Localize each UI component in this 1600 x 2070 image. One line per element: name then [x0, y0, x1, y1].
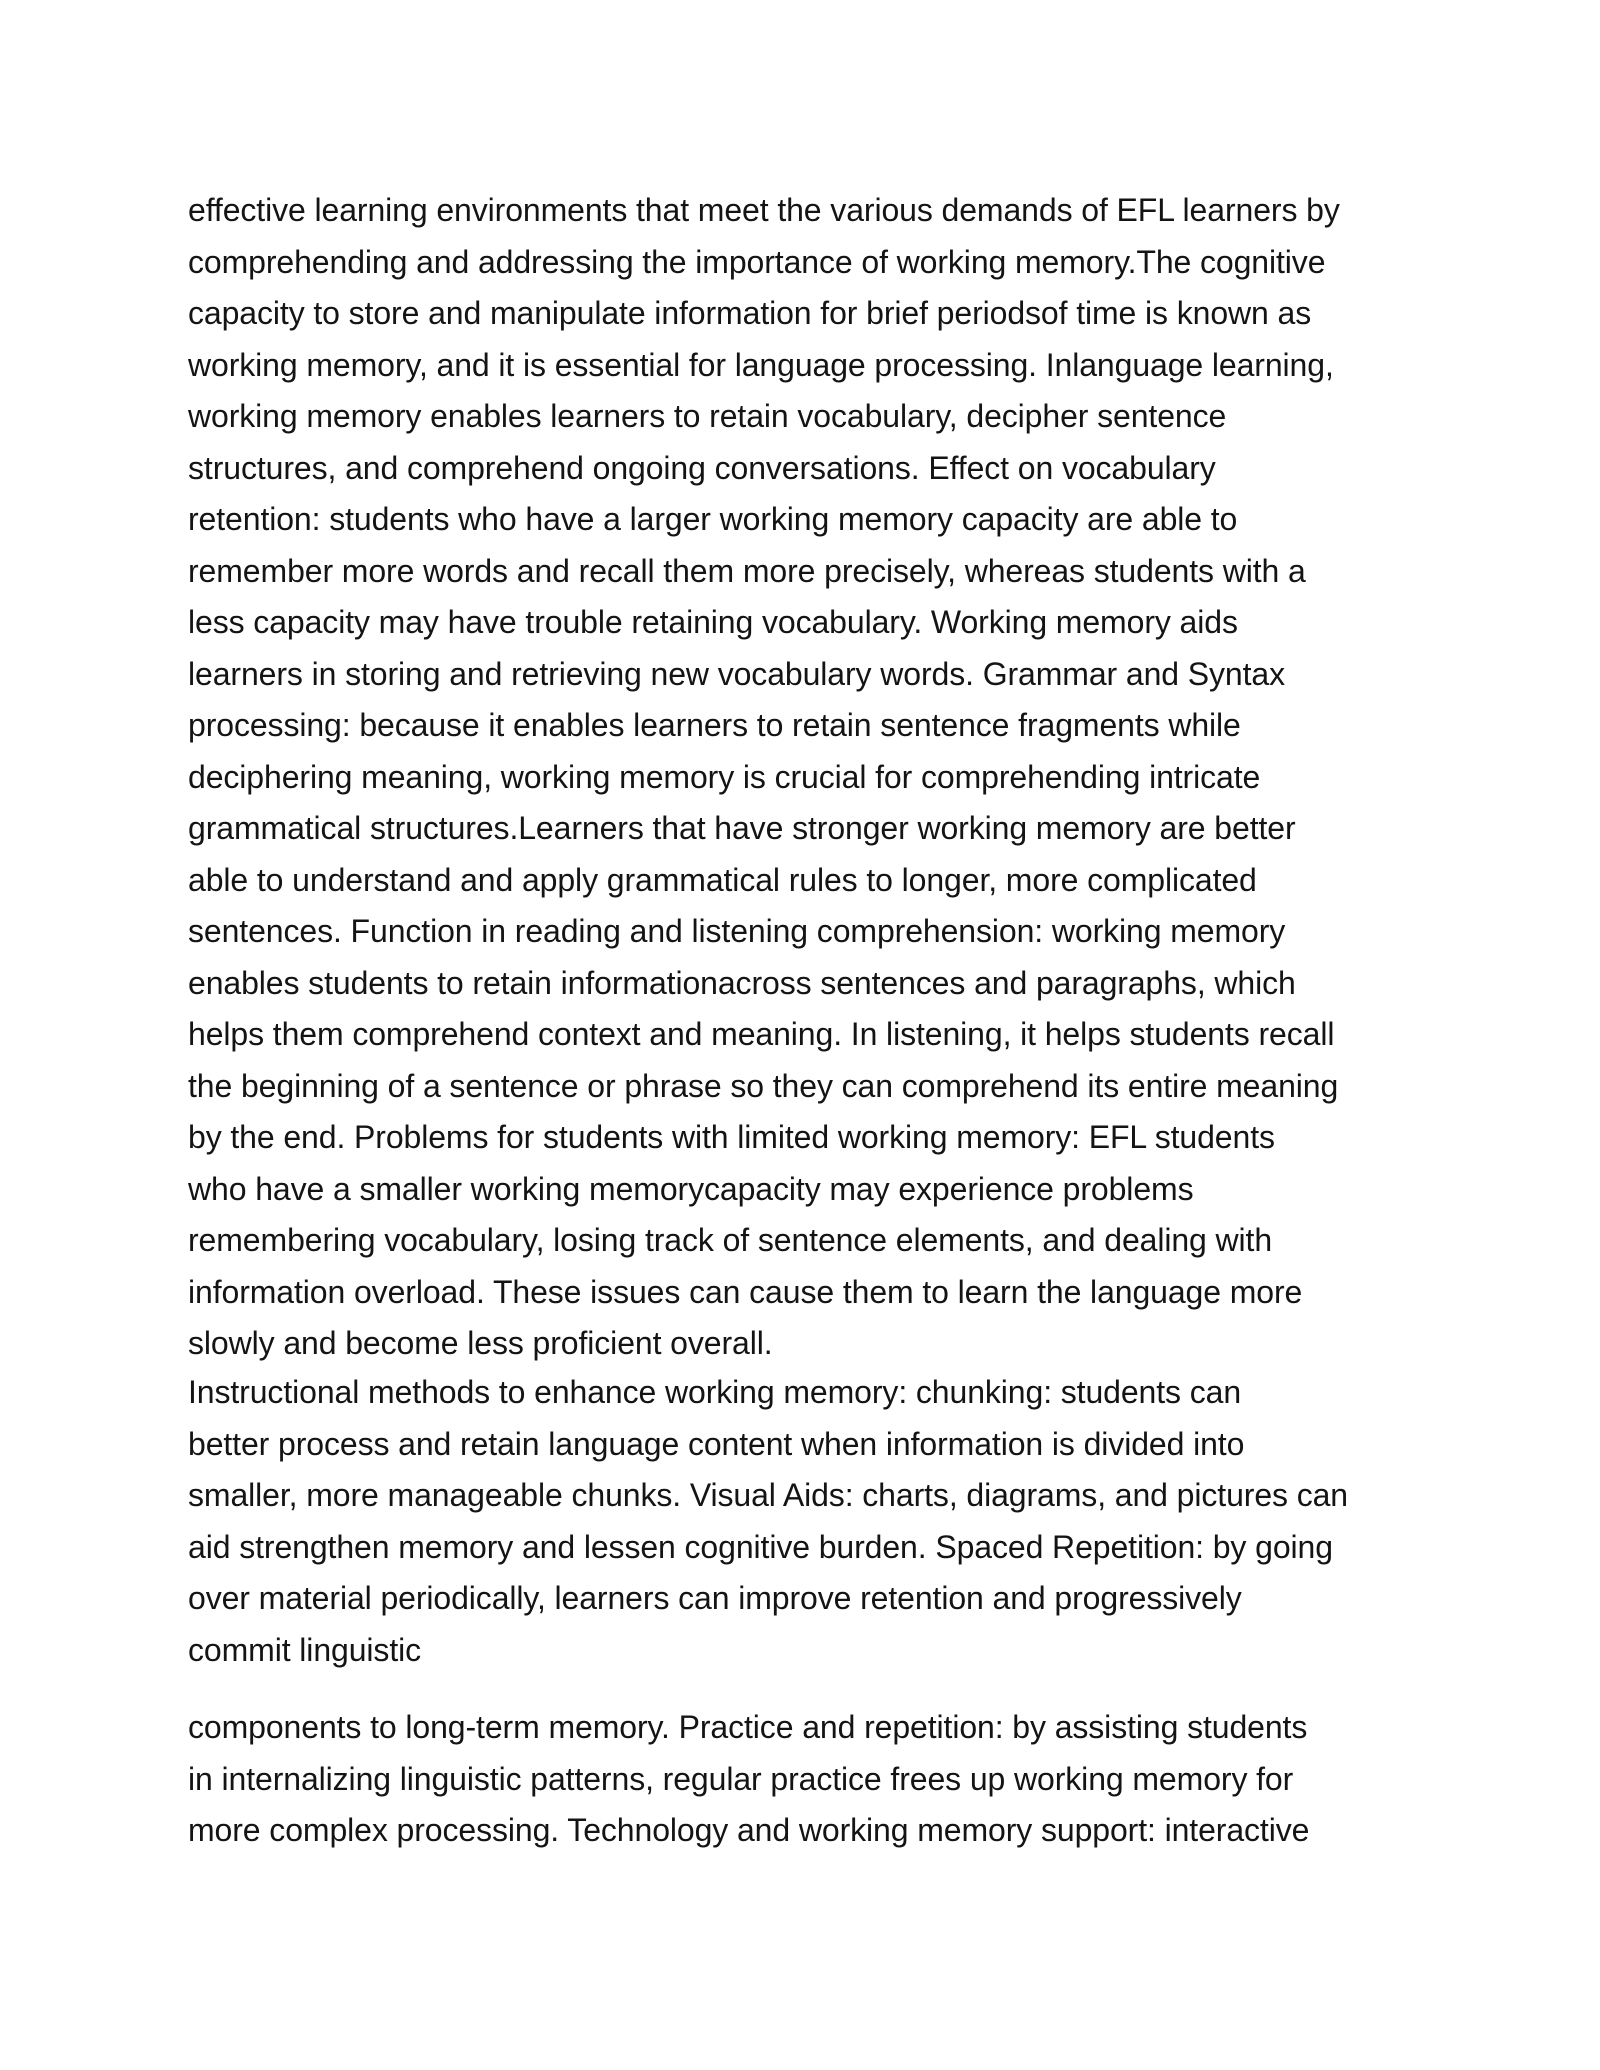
text-line: helps them comprehend context and meaning. In listening, it helps students recall — [188, 1016, 1335, 1052]
text-line: aid strengthen memory and lessen cognitive burden. Spaced Repetition: by going — [188, 1528, 1333, 1565]
text-line: effective learning environments that meet the various demands of EFL learners by — [188, 192, 1340, 228]
text-line: more complex processing. Technology and working memory support: interactive — [188, 1812, 1310, 1848]
text-line: remember more words and recall them more precisely, whereas students with a — [188, 552, 1306, 589]
text-line: working memory enables learners to retain vocabulary, decipher sentence — [188, 398, 1227, 434]
text-line: deciphering meaning, working memory is crucial for comprehending intricate — [188, 758, 1261, 795]
text-line: who have a smaller working memorycapacity may experience problems — [188, 1170, 1194, 1207]
text-line: better process and retain language content when information is divided into — [188, 1425, 1245, 1462]
text-line: Instructional methods to enhance working memory: chunking: students can — [188, 1374, 1242, 1410]
text-line: enables students to retain informationacross sentences and paragraphs, which — [188, 964, 1296, 1001]
text-line: grammatical structures.Learners that have stronger working memory are better — [188, 810, 1296, 846]
text-line: slowly and become less proficient overall. — [188, 1325, 773, 1361]
text-line: components to long-term memory. Practice and repetition: by assisting students — [188, 1709, 1308, 1745]
text-line: less capacity may have trouble retaining vocabulary. Working memory aids — [188, 604, 1238, 640]
text-line: remembering vocabulary, losing track of sentence elements, and dealing with — [188, 1222, 1273, 1258]
text-line: the beginning of a sentence or phrase so they can comprehend its entire meaning — [188, 1067, 1339, 1104]
text-line: comprehending and addressing the importance of working memory.The cognitive — [188, 243, 1326, 280]
text-line: commit linguistic — [188, 1631, 422, 1668]
text-line: information overload. These issues can cause them to learn the language more — [188, 1273, 1303, 1310]
text-line: structures, and comprehend ongoing conversations. Effect on vocabulary — [188, 449, 1216, 486]
text-line: processing: because it enables learners to retain sentence fragments while — [188, 707, 1241, 743]
text-line: in internalizing linguistic patterns, regular practice frees up working memory for — [188, 1760, 1294, 1797]
text-line: capacity to store and manipulate information for brief periodsof time is known as — [188, 295, 1312, 331]
text-line: over material periodically, learners can improve retention and progressively — [188, 1580, 1242, 1616]
text-line: by the end. Problems for students with limited working memory: EFL students — [188, 1119, 1275, 1155]
text-line: learners in storing and retrieving new vocabulary words. Grammar and Syntax — [188, 655, 1286, 692]
text-line: working memory, and it is essential for language processing. Inlanguage learning, — [188, 346, 1334, 383]
paragraph-instructional-methods — [188, 1367, 1448, 1676]
paragraph-working-memory-role — [188, 185, 1448, 1370]
text-line: smaller, more manageable chunks. Visual Aids: charts, diagrams, and pictures can — [188, 1477, 1349, 1513]
text-line: able to understand and apply grammatical rules to longer, more complicated — [188, 861, 1257, 898]
text-line: retention: students who have a larger working memory capacity are able to — [188, 501, 1238, 537]
paragraph-practice-technology — [188, 1702, 1448, 1857]
text-line: sentences. Function in reading and listening comprehension: working memory — [188, 913, 1286, 949]
